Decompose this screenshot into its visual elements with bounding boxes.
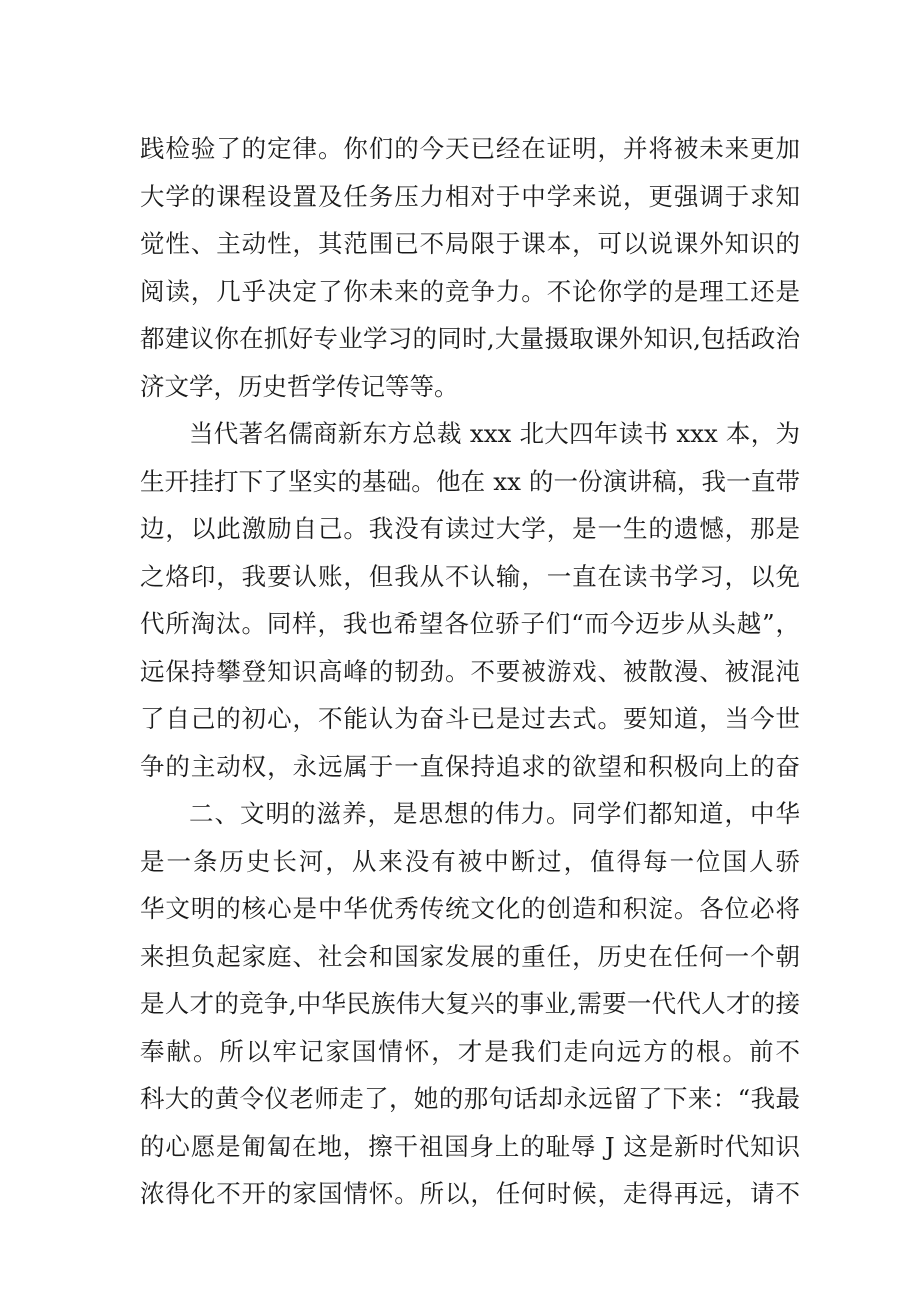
text-line: 来担负起家庭、社会和国家发展的重任，历史在任何一个朝 (140, 941, 800, 971)
text-line: 了自己的初心，不能认为奋斗已是过去式。要知道，当今世 (140, 704, 800, 733)
text-line: 生开挂打下了坚实的基础。他在 xx 的一份演讲稿，我一直带 (140, 466, 800, 496)
text-line: 边，以此激励自己。我没有读过大学，是一生的遗憾，那是 (140, 514, 800, 543)
text-line: 阅读，几乎决定了你未来的竞争力。不论你学的是理工还是 (140, 276, 800, 306)
text-line: 远保持攀登知识高峰的韧劲。不要被游戏、被散漫、被混沌 (140, 656, 800, 686)
text-line: 科大的黄令仪老师走了，她的那句话却永远留了下来：“我最 (140, 1084, 800, 1113)
text-line: 济文学，历史哲学传记等等。 (140, 371, 459, 401)
text-line: 是一条历史长河，从来没有被中断过，值得每一位国人骄 (140, 846, 800, 876)
text-line: 觉性、主动性，其范围已不局限于课本，可以说课外知识的 (140, 229, 800, 258)
text-line: 浓得化不开的家国情怀。所以，任何时候，走得再远，请不 (140, 1179, 800, 1208)
paragraph-start-line: 二、文明的滋养，是思想的伟力。同学们都知道，中华 (189, 799, 800, 828)
text-line: 之烙印，我要认账，但我从不认输，一直在读书学习，以免 (140, 561, 800, 591)
text-line: 大学的课程设置及任务压力相对于中学来说，更强调于求知 (140, 181, 800, 211)
document-body-text (140, 125, 800, 1218)
text-line: 践检验了的定律。你们的今天已经在证明，并将被未来更加 (140, 134, 800, 163)
text-line: 都建议你在抓好专业学习的同时,大量摄取课外知识,包括政治 (140, 324, 800, 353)
text-line: 的心愿是匍匐在地，擦干祖国身上的耻辱 J 这是新时代知识 (140, 1131, 800, 1161)
paragraph-start-line: 当代著名儒商新东方总裁 xxx 北大四年读书 xxx 本，为 (189, 419, 800, 448)
text-line: 奉献。所以牢记家国情怀，才是我们走向远方的根。前不 (140, 1036, 800, 1066)
text-line: 华文明的核心是中华优秀传统文化的创造和积淀。各位必将 (140, 894, 800, 923)
text-line: 代所淘汰。同样，我也希望各位骄子们“而今迈步从头越”， (140, 609, 800, 638)
text-line: 争的主动权，永远属于一直保持追求的欲望和积极向上的奋 (140, 751, 800, 781)
text-line: 是人才的竞争,中华民族伟大复兴的事业,需要一代代人才的接 (140, 989, 800, 1018)
